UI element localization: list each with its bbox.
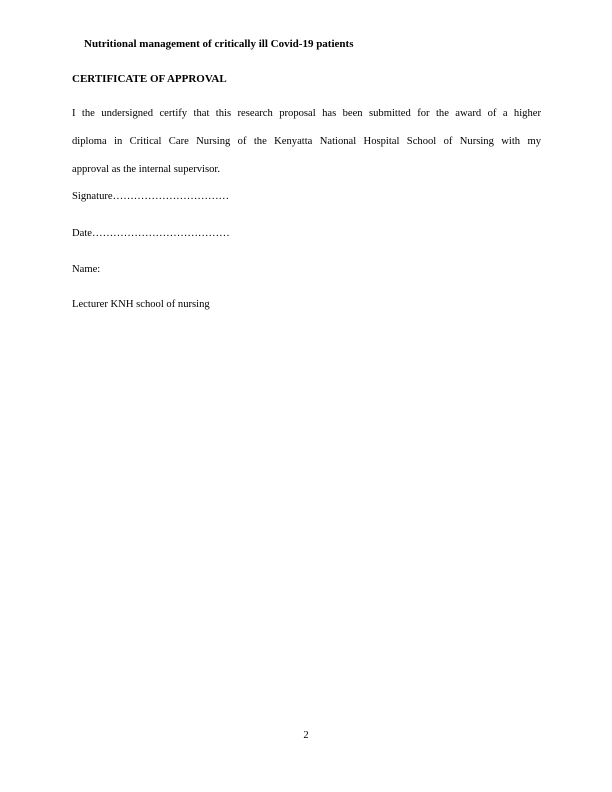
certificate-heading: CERTIFICATE OF APPROVAL xyxy=(72,73,227,85)
lecturer-position: Lecturer KNH school of nursing xyxy=(72,299,210,310)
page-number: 2 xyxy=(303,730,309,741)
certificate-body-line-3: approval as the internal supervisor. xyxy=(72,164,220,175)
running-header-title: Nutritional management of critically ill Covid-19 patients xyxy=(84,38,354,50)
date-field: Date………………………………… xyxy=(72,228,230,239)
certificate-body-line-2: diploma in Critical Care Nursing of the Kenyatta National Hospital School of Nursing with my xyxy=(72,136,541,147)
signature-field: Signature…………………………… xyxy=(72,191,230,202)
certificate-body-line-1: I the undersigned certify that this research proposal has been submitted for the award of a higher xyxy=(72,108,541,119)
certificate-body xyxy=(72,100,541,184)
name-field: Name: xyxy=(72,264,101,275)
